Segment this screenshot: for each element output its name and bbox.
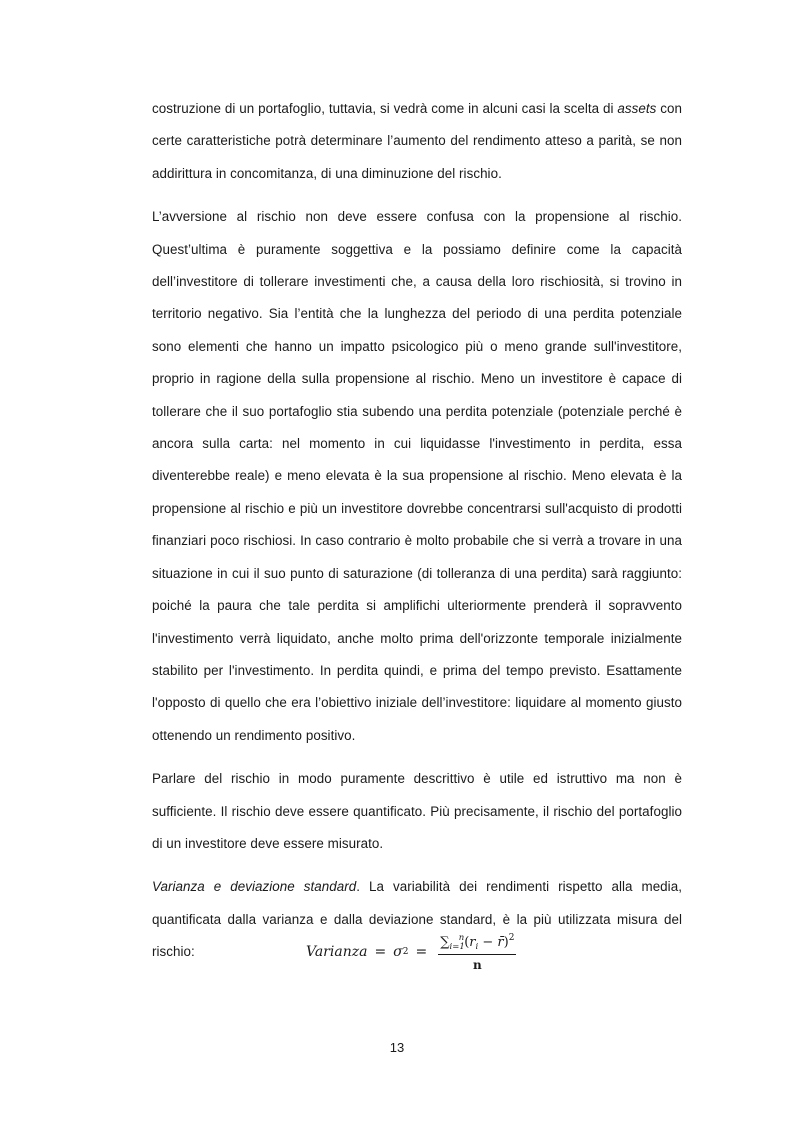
paragraph-text: con certe caratteristiche potrà determinare l’aumento del rendimento atteso a parità, se non addirittura in concomitanza, di una diminuzione del rischio.: [152, 101, 682, 181]
formula-mean-return: r̄: [497, 934, 504, 950]
page-number: 13: [389, 1040, 405, 1055]
formula-lhs: Varianza: [306, 944, 368, 960]
formula-equals: =: [415, 944, 428, 960]
paragraph-risk-measurement: Parlare del rischio in modo puramente descrittivo è utile ed istruttivo ma non è sufficiente. Il rischio deve essere quantificato. Più precisamente, il rischio del portafoglio di un investitore deve essere misurato.: [152, 771, 682, 851]
variance-formula: [306, 927, 516, 977]
formula-return-index: i: [475, 941, 479, 952]
italic-heading-variance: Varianza e deviazione standard: [152, 879, 357, 895]
formula-numerator: [438, 933, 516, 955]
paragraph-portfolio-construction: [152, 93, 682, 190]
paragraph-text: . La variabilità dei rendimenti rispetto alla media, quantificata dalla varianza e dalla deviazione standard, è la più utilizzata misura del rischio:: [152, 879, 682, 960]
formula-sigma: σ: [393, 944, 403, 960]
formula-return: r: [469, 934, 476, 950]
formula-close-paren: ): [503, 934, 509, 950]
formula-minus: −: [478, 934, 498, 950]
formula-numerator-exponent: 2: [508, 932, 515, 943]
italic-term-assets: assets: [617, 101, 657, 116]
formula-sigma-exponent: 2: [402, 947, 409, 957]
formula-open-paren: (: [464, 934, 470, 950]
summation-icon: ∑: [440, 934, 450, 950]
formula-fraction: [438, 933, 516, 972]
document-body: [152, 93, 682, 980]
summation-lower-bound: i=1: [449, 941, 465, 952]
paragraph-text: costruzione di un portafoglio, tuttavia, si vedrà come in alcuni casi la scelta di: [152, 101, 618, 116]
paragraph-risk-propensity: L’avversione al rischio non deve essere confusa con la propensione al rischio. Quest’ultima è puramente soggettiva e la possiamo definire come la capacità dell’investitore di tollerare investimenti che, a causa della loro rischiosità, si trovino in territorio negativo. Sia l’entità che la lunghezza del periodo di una perdita potenziale sono elementi che hanno un impatto psicologico più o meno grande sull'investitore, proprio in ragione della sulla propensione al rischio. Meno un investitore è capace di tollerare che il suo portafoglio stia subendo una perdita potenziale (potenziale perché è ancora sulla carta: nel momento in cui liquidasse l'investimento in perdita, essa diventerebbe reale) e meno elevata è la sua propensione al rischio. Meno elevata è la propensione al rischio e più un investitore dovrebbe concentrarsi sull'acquisto di prodotti finanziari poco rischiosi. In caso contrario è molto probabile che si verrà a trovare in una situazione in cui il suo punto di saturazione (di tolleranza di una perdita) sarà raggiunto: poiché la paura che tale perdita si amplifichi ulteriormente prenderà il sopravvento l'investimento verrà liquidato, anche molto prima dell'orizzonte temporale inizialmente stabilito per l'investimento. In perdita quindi, e prima del tempo previsto. Esattamente l'opposto di quello che era l’obiettivo iniziale dell’investitore: liquidare al momento giusto ottenendo un rendimento positivo.: [152, 209, 682, 743]
formula-equals: =: [374, 944, 387, 960]
summation-upper-bound: n: [458, 932, 465, 943]
formula-denominator: n: [472, 957, 482, 972]
